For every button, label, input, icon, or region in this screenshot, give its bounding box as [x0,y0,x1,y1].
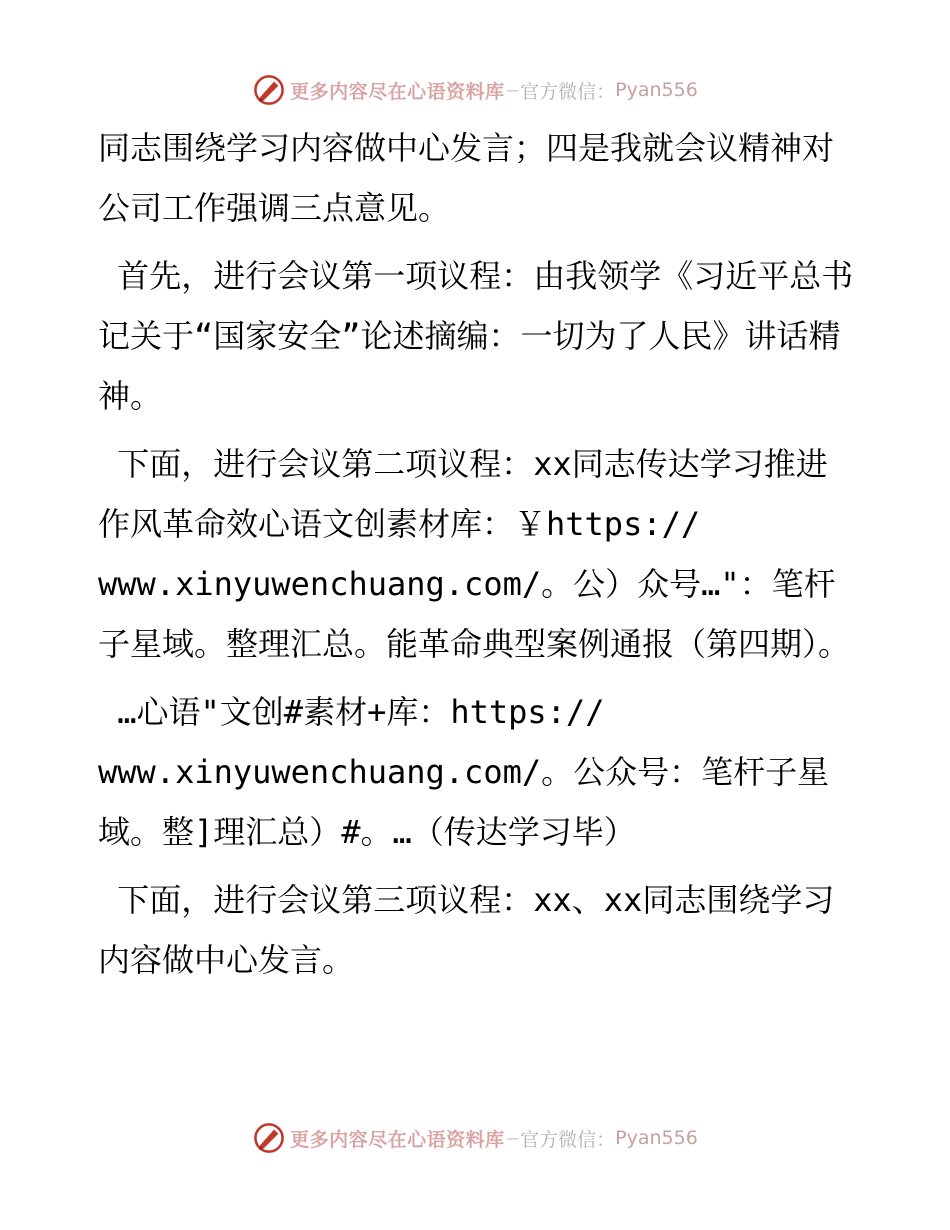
paragraph-4: …心语"文创#素材+库：https:// www.xinyuwenchuang.com/。公众号：笔杆子星域。整]理汇总）#。…（传达学习毕） [98,693,830,851]
banner-wechat-label: 官方微信： [520,1128,616,1151]
pen-logo-icon [252,1121,286,1155]
paragraph-3: 下面，进行会议第二项议程：xx同志传达学习推进作风革命效心语文创素材库：￥https:// www.xinyuwenchuang.com/。公）众号…"：笔杆子星域。整理汇总。能革命典型案例通报（第四期）。 [98,445,851,663]
banner-title: 更多内容尽在心语资料库 [290,80,505,103]
banner-wechat-id: Pyan556 [615,79,698,101]
paragraph-5: 下面，进行会议第三项议程：xx、xx同志围绕学习内容做中心发言。 [98,881,835,979]
banner-wechat-label: 官方微信： [520,80,616,103]
banner-separator: — [506,79,519,101]
paragraph-2: 首先，进行会议第一项议程：由我领学《习近平总书记关于“国家安全”论述摘编：一切为了人民》讲话精神。 [98,257,854,415]
pen-logo-icon [252,73,286,107]
banner-wechat-id: Pyan556 [615,1127,698,1149]
paragraph-1: 同志围绕学习内容做中心发言；四是我就会议精神对公司工作强调三点意见。 [98,129,835,227]
document-body [98,118,858,998]
banner-separator: — [506,1127,519,1149]
footer-banner [0,1118,950,1158]
header-banner [0,70,950,110]
banner-title: 更多内容尽在心语资料库 [290,1128,505,1151]
